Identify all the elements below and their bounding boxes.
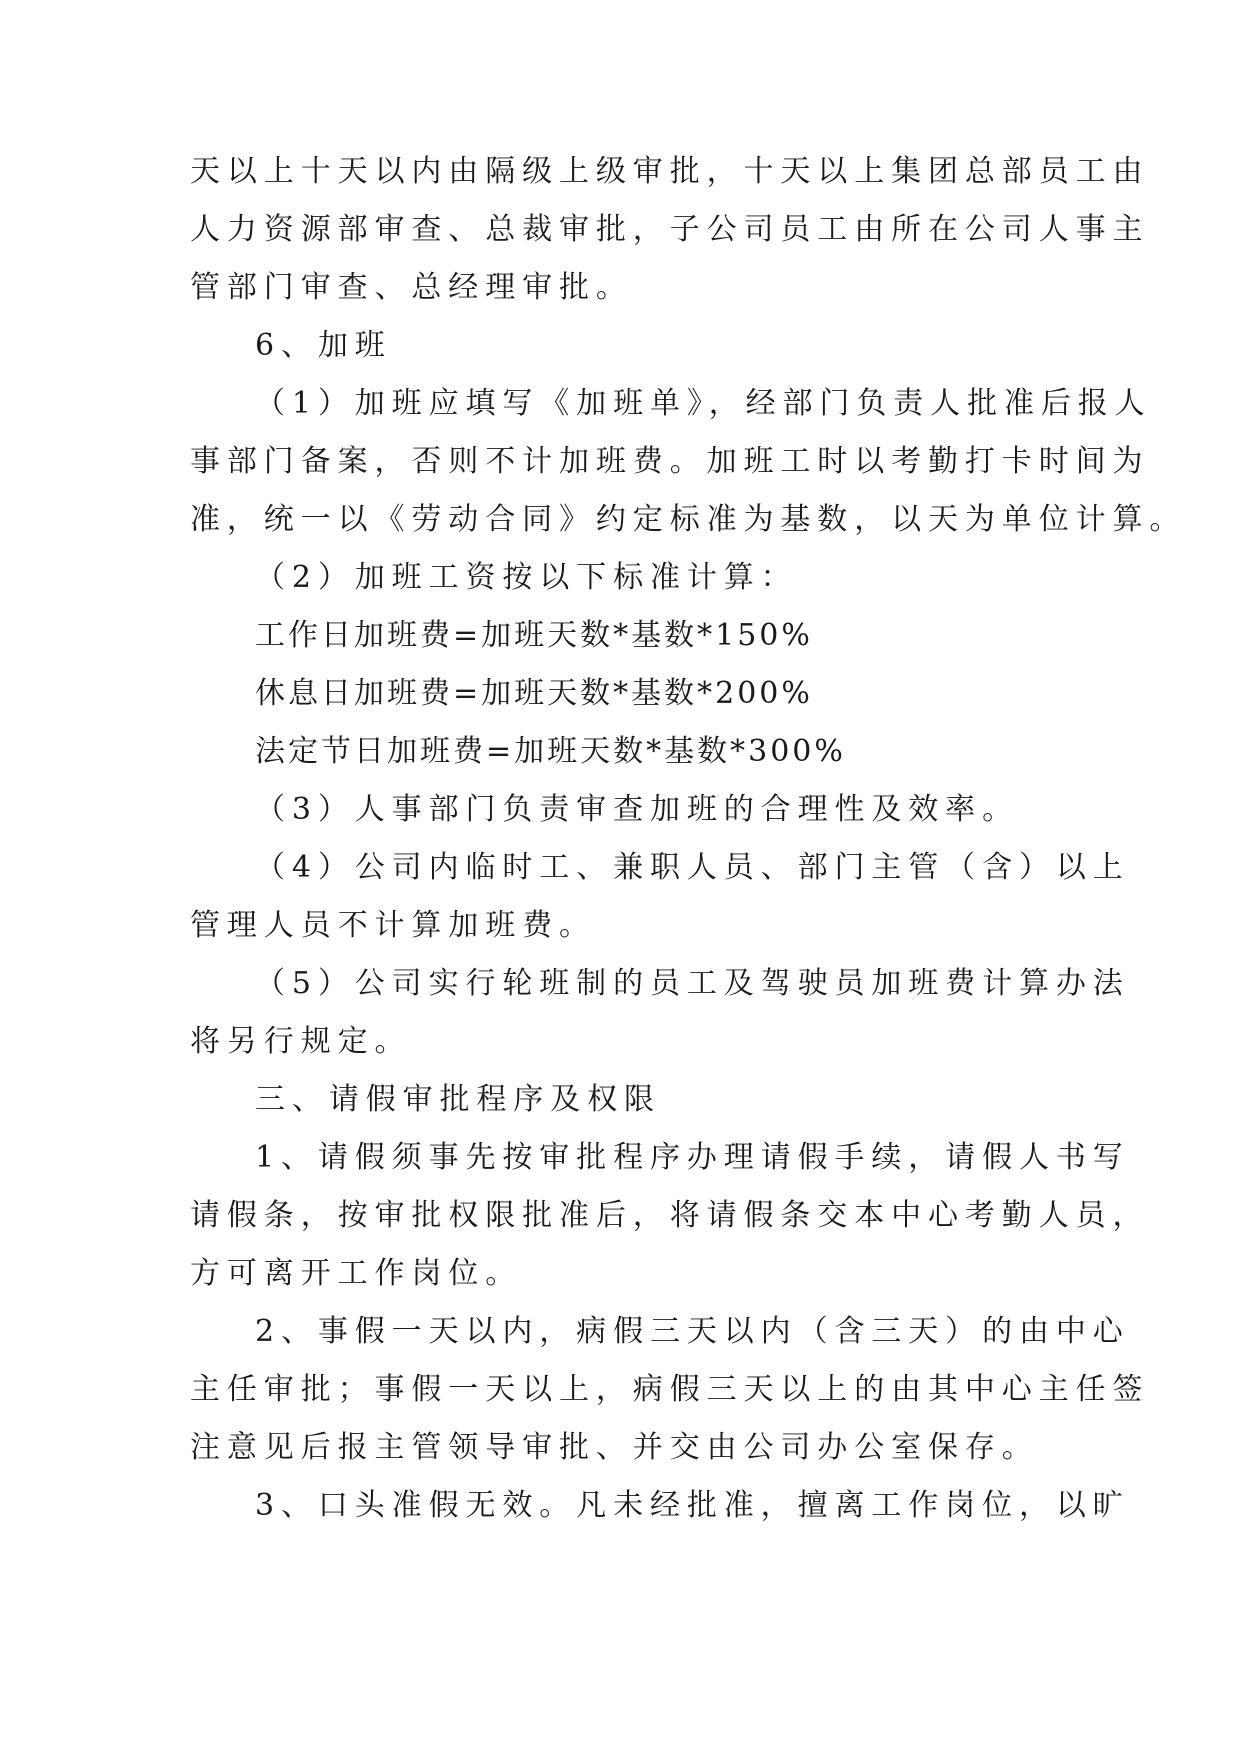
text-line: 2、事假一天以内，病假三天以内（含三天）的由中心: [255, 1314, 1130, 1349]
text-line: 将另行规定。: [190, 1024, 412, 1059]
text-line: （2）加班工资按以下标准计算：: [255, 560, 798, 595]
section-heading: 三、请假审批程序及权限: [255, 1082, 661, 1117]
text-line: 3、口头准假无效。凡未经批准，擅离工作岗位，以旷: [255, 1488, 1130, 1523]
text-line: （3）人事部门负责审查加班的合理性及效率。: [255, 792, 1019, 827]
text-line: 请假条，按审批权限批准后，将请假条交本中心考勤人员，: [190, 1198, 1150, 1233]
text-line: （4）公司内临时工、兼职人员、部门主管（含）以上: [255, 850, 1130, 885]
text-line: 主任审批；事假一天以上，病假三天以上的由其中心主任签: [190, 1372, 1150, 1407]
text-line: 人力资源部审查、总裁审批，子公司员工由所在公司人事主: [190, 212, 1150, 247]
text-line: 事部门备案，否则不计加班费。加班工时以考勤打卡时间为: [190, 444, 1150, 479]
formula-line: 休息日加班费=加班天数*基数*200%: [255, 676, 813, 711]
text-line: （1）加班应填写《加班单》，经部门负责人批准后报人: [255, 386, 1152, 421]
formula-line: 工作日加班费=加班天数*基数*150%: [255, 618, 813, 653]
formula-line: 法定节日加班费=加班天数*基数*300%: [255, 734, 846, 769]
text-line: 准，统一以《劳动合同》约定标准为基数，以天为单位计算。: [190, 502, 1187, 537]
text-line: 注意见后报主管领导审批、并交由公司办公室保存。: [190, 1430, 1039, 1465]
text-line: （5）公司实行轮班制的员工及驾驶员加班费计算办法: [255, 966, 1130, 1001]
text-line: 方可离开工作岗位。: [190, 1256, 523, 1291]
text-line: 管部门审查、总经理审批。: [190, 270, 633, 305]
text-line: 天以上十天以内由隔级上级审批，十天以上集团总部员工由: [190, 154, 1150, 189]
text-line: 管理人员不计算加班费。: [190, 908, 596, 943]
section-heading: 6、加班: [255, 328, 392, 363]
text-line: 1、请假须事先按审批程序办理请假手续，请假人书写: [255, 1140, 1130, 1175]
